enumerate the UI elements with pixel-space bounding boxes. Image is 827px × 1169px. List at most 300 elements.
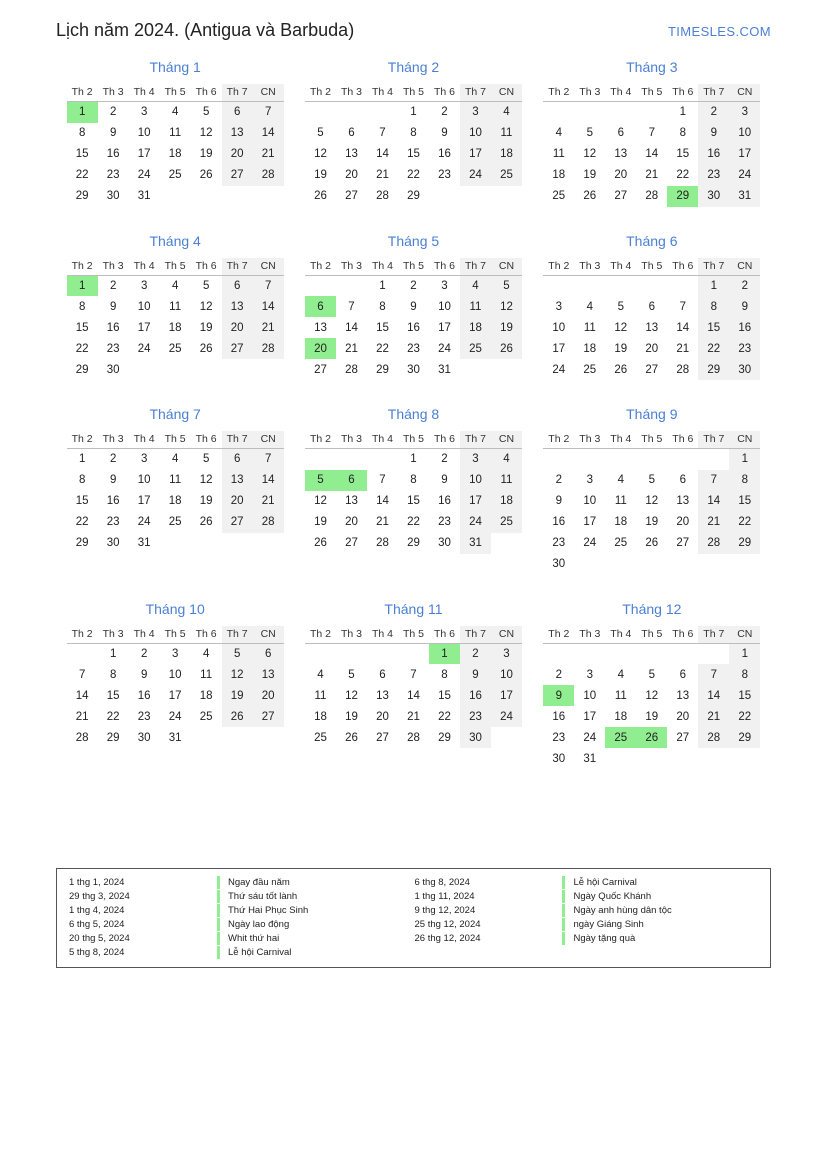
day-cell[interactable]: 8 — [78, 300, 86, 313]
day-cell[interactable]: 11 — [614, 689, 627, 702]
day-cell[interactable]: 13 — [376, 689, 389, 702]
day-cell[interactable]: 18 — [199, 689, 213, 702]
day-cell[interactable]: 9 — [698, 123, 729, 144]
day-cell[interactable]: 3 — [140, 279, 148, 292]
day-cell[interactable]: 12 — [645, 689, 659, 702]
day-cell[interactable]: 12 — [199, 300, 213, 313]
day-cell[interactable]: 24 — [729, 165, 760, 186]
day-cell[interactable]: 28 — [676, 363, 690, 376]
day-cell[interactable]: 6 — [379, 668, 386, 681]
day-cell[interactable]: 23 — [552, 731, 566, 744]
day-cell[interactable]: 23 — [729, 338, 760, 359]
day-cell[interactable]: 15 — [676, 148, 690, 160]
day-cell[interactable]: 5 — [648, 668, 656, 681]
day-cell[interactable]: 14 — [345, 321, 358, 334]
day-cell[interactable]: 17 — [583, 516, 597, 528]
day-cell-holiday[interactable]: 6 — [336, 470, 367, 491]
day-cell[interactable]: 17 — [491, 685, 522, 706]
day-cell[interactable]: 21 — [376, 169, 389, 181]
day-cell[interactable]: 8 — [729, 470, 760, 491]
day-cell[interactable]: 14 — [698, 491, 729, 512]
day-cell[interactable]: 30 — [106, 190, 120, 202]
day-cell-holiday[interactable]: 29 — [667, 186, 698, 207]
day-cell[interactable]: 4 — [555, 127, 563, 139]
day-cell[interactable]: 7 — [648, 127, 656, 139]
day-cell[interactable]: 20 — [222, 317, 253, 338]
day-cell[interactable]: 13 — [314, 321, 327, 334]
day-cell[interactable]: 5 — [202, 106, 210, 119]
day-cell[interactable]: 15 — [407, 148, 420, 160]
day-cell[interactable]: 4 — [171, 453, 179, 466]
day-cell[interactable]: 21 — [676, 342, 690, 355]
day-cell[interactable]: 13 — [676, 689, 690, 702]
day-cell[interactable]: 18 — [168, 148, 182, 160]
day-cell[interactable]: 26 — [614, 363, 628, 376]
day-cell[interactable]: 3 — [555, 300, 563, 313]
day-cell[interactable]: 29 — [698, 359, 729, 380]
day-cell[interactable]: 25 — [614, 537, 628, 549]
day-cell[interactable]: 31 — [729, 186, 760, 207]
day-cell[interactable]: 8 — [729, 664, 760, 685]
day-cell[interactable]: 2 — [555, 474, 563, 486]
day-cell[interactable]: 8 — [109, 668, 117, 681]
day-cell[interactable]: 23 — [698, 165, 729, 186]
day-cell[interactable]: 5 — [348, 668, 355, 681]
day-cell[interactable]: 4 — [617, 668, 625, 681]
day-cell[interactable]: 8 — [410, 127, 417, 139]
site-brand[interactable]: TIMESLES.COM — [667, 24, 771, 39]
day-cell[interactable]: 10 — [168, 668, 182, 681]
day-cell[interactable]: 23 — [106, 516, 120, 528]
day-cell[interactable]: 1 — [109, 647, 117, 660]
day-cell[interactable]: 9 — [109, 127, 117, 139]
day-cell[interactable]: 4 — [491, 102, 522, 123]
day-cell[interactable]: 8 — [679, 127, 687, 139]
day-cell[interactable]: 1 — [698, 275, 729, 296]
day-cell-holiday[interactable]: 1 — [67, 275, 98, 296]
day-cell-holiday[interactable]: 5 — [305, 470, 336, 491]
day-cell[interactable]: 29 — [438, 731, 451, 744]
day-cell[interactable]: 2 — [109, 279, 117, 292]
day-cell[interactable]: 17 — [460, 491, 491, 512]
day-cell[interactable]: 27 — [222, 512, 253, 533]
day-cell[interactable]: 21 — [75, 710, 89, 723]
day-cell[interactable]: 4 — [202, 647, 210, 660]
day-cell[interactable]: 15 — [407, 495, 420, 507]
day-cell[interactable]: 27 — [314, 363, 327, 376]
day-cell[interactable]: 17 — [729, 144, 760, 165]
day-cell[interactable]: 26 — [199, 516, 213, 528]
day-cell[interactable]: 21 — [253, 491, 284, 512]
day-cell[interactable]: 25 — [199, 710, 213, 723]
day-cell[interactable]: 20 — [645, 342, 659, 355]
day-cell[interactable]: 13 — [222, 296, 253, 317]
day-cell[interactable]: 24 — [438, 342, 451, 355]
day-cell[interactable]: 1 — [410, 106, 417, 119]
day-cell[interactable]: 19 — [645, 710, 659, 723]
day-cell[interactable]: 22 — [407, 169, 420, 181]
day-cell[interactable]: 8 — [78, 474, 86, 486]
day-cell[interactable]: 2 — [555, 668, 563, 681]
day-cell[interactable]: 27 — [645, 363, 659, 376]
day-cell[interactable]: 10 — [729, 123, 760, 144]
day-cell[interactable]: 24 — [137, 169, 151, 181]
day-cell[interactable]: 22 — [729, 512, 760, 533]
day-cell[interactable]: 10 — [460, 470, 491, 491]
day-cell[interactable]: 26 — [583, 190, 597, 202]
day-cell[interactable]: 13 — [614, 148, 628, 160]
day-cell[interactable]: 13 — [645, 321, 659, 334]
day-cell[interactable]: 11 — [491, 470, 522, 491]
day-cell[interactable]: 4 — [317, 668, 324, 681]
day-cell[interactable]: 7 — [253, 275, 284, 296]
day-cell[interactable]: 3 — [729, 102, 760, 123]
day-cell[interactable]: 3 — [441, 279, 448, 292]
day-cell[interactable]: 16 — [438, 148, 451, 160]
day-cell[interactable]: 16 — [106, 148, 120, 160]
day-cell-holiday[interactable]: 26 — [636, 727, 667, 748]
day-cell[interactable]: 10 — [438, 300, 451, 313]
day-cell[interactable]: 19 — [614, 342, 628, 355]
day-cell[interactable]: 10 — [583, 689, 597, 702]
day-cell[interactable]: 2 — [140, 647, 148, 660]
day-cell[interactable]: 20 — [345, 516, 358, 528]
day-cell[interactable]: 25 — [552, 190, 566, 202]
day-cell[interactable]: 19 — [199, 321, 213, 334]
day-cell[interactable]: 14 — [645, 148, 659, 160]
day-cell[interactable]: 18 — [583, 342, 597, 355]
day-cell[interactable]: 7 — [78, 668, 86, 681]
day-cell[interactable]: 17 — [583, 710, 597, 723]
day-cell[interactable]: 3 — [586, 668, 594, 681]
day-cell[interactable]: 27 — [345, 537, 358, 549]
day-cell[interactable]: 12 — [345, 689, 358, 702]
day-cell[interactable]: 1 — [729, 643, 760, 664]
day-cell[interactable]: 6 — [253, 643, 284, 664]
day-cell[interactable]: 28 — [698, 727, 729, 748]
day-cell[interactable]: 23 — [407, 342, 420, 355]
day-cell[interactable]: 20 — [614, 169, 628, 181]
day-cell[interactable]: 11 — [614, 495, 627, 507]
day-cell[interactable]: 19 — [314, 169, 327, 181]
day-cell[interactable]: 14 — [253, 296, 284, 317]
day-cell[interactable]: 7 — [253, 449, 284, 470]
day-cell[interactable]: 7 — [698, 664, 729, 685]
day-cell[interactable]: 22 — [676, 169, 690, 181]
day-cell[interactable]: 9 — [140, 668, 148, 681]
day-cell[interactable]: 29 — [729, 727, 760, 748]
day-cell[interactable]: 10 — [460, 123, 491, 144]
day-cell[interactable]: 26 — [314, 537, 327, 549]
day-cell[interactable]: 26 — [314, 190, 327, 202]
day-cell[interactable]: 17 — [460, 144, 491, 165]
day-cell-holiday[interactable]: 9 — [543, 685, 574, 706]
day-cell[interactable]: 17 — [438, 321, 451, 334]
day-cell[interactable]: 10 — [552, 321, 566, 334]
day-cell[interactable]: 18 — [314, 710, 327, 723]
day-cell[interactable]: 19 — [199, 495, 213, 507]
day-cell[interactable]: 24 — [460, 512, 491, 533]
day-cell[interactable]: 14 — [253, 123, 284, 144]
day-cell[interactable]: 13 — [222, 123, 253, 144]
day-cell[interactable]: 1 — [410, 453, 417, 466]
day-cell[interactable]: 24 — [491, 706, 522, 727]
day-cell[interactable]: 17 — [168, 689, 182, 702]
day-cell[interactable]: 5 — [648, 474, 656, 486]
day-cell[interactable]: 9 — [729, 296, 760, 317]
day-cell[interactable]: 1 — [379, 279, 386, 292]
day-cell[interactable]: 14 — [376, 495, 389, 507]
day-cell[interactable]: 24 — [137, 342, 151, 355]
day-cell[interactable]: 16 — [552, 516, 566, 528]
day-cell[interactable]: 13 — [676, 495, 690, 507]
day-cell[interactable]: 25 — [491, 512, 522, 533]
day-cell-holiday[interactable]: 25 — [605, 727, 636, 748]
day-cell[interactable]: 21 — [698, 706, 729, 727]
day-cell[interactable]: 16 — [106, 321, 120, 334]
day-cell[interactable]: 9 — [555, 495, 563, 507]
day-cell[interactable]: 28 — [407, 731, 420, 744]
day-cell[interactable]: 20 — [253, 685, 284, 706]
day-cell[interactable]: 19 — [314, 516, 327, 528]
day-cell[interactable]: 26 — [199, 169, 213, 181]
day-cell[interactable]: 11 — [552, 148, 565, 160]
day-cell[interactable]: 4 — [617, 474, 625, 486]
day-cell[interactable]: 21 — [645, 169, 659, 181]
day-cell[interactable]: 11 — [491, 123, 522, 144]
day-cell[interactable]: 31 — [460, 533, 491, 554]
day-cell[interactable]: 11 — [200, 668, 213, 681]
day-cell[interactable]: 14 — [676, 321, 690, 334]
day-cell[interactable]: 23 — [137, 710, 151, 723]
day-cell[interactable]: 3 — [460, 449, 491, 470]
day-cell[interactable]: 30 — [106, 537, 120, 549]
day-cell[interactable]: 20 — [222, 144, 253, 165]
day-cell[interactable]: 15 — [438, 689, 451, 702]
day-cell[interactable]: 24 — [460, 165, 491, 186]
day-cell[interactable]: 22 — [729, 706, 760, 727]
day-cell[interactable]: 21 — [253, 317, 284, 338]
day-cell[interactable]: 1 — [679, 106, 687, 119]
day-cell[interactable]: 30 — [407, 363, 420, 376]
day-cell[interactable]: 14 — [376, 148, 389, 160]
day-cell[interactable]: 15 — [106, 689, 120, 702]
day-cell[interactable]: 4 — [491, 449, 522, 470]
day-cell[interactable]: 9 — [410, 300, 417, 313]
day-cell[interactable]: 16 — [106, 495, 120, 507]
day-cell[interactable]: 30 — [460, 727, 491, 748]
day-cell[interactable]: 12 — [314, 148, 327, 160]
day-cell[interactable]: 6 — [348, 127, 355, 139]
day-cell-holiday[interactable]: 1 — [429, 643, 460, 664]
day-cell[interactable]: 18 — [168, 495, 182, 507]
day-cell[interactable]: 18 — [168, 321, 182, 334]
day-cell[interactable]: 17 — [137, 148, 151, 160]
day-cell[interactable]: 13 — [253, 664, 284, 685]
day-cell[interactable]: 28 — [253, 165, 284, 186]
day-cell[interactable]: 22 — [75, 516, 89, 528]
day-cell-holiday[interactable]: 1 — [67, 102, 98, 123]
day-cell[interactable]: 11 — [583, 321, 596, 334]
day-cell[interactable]: 19 — [222, 685, 253, 706]
day-cell[interactable]: 11 — [169, 300, 182, 313]
day-cell[interactable]: 20 — [376, 710, 389, 723]
day-cell[interactable]: 6 — [222, 102, 253, 123]
day-cell[interactable]: 7 — [379, 474, 386, 486]
day-cell[interactable]: 1 — [729, 449, 760, 470]
day-cell[interactable]: 27 — [253, 706, 284, 727]
day-cell[interactable]: 1 — [78, 453, 86, 466]
day-cell[interactable]: 7 — [679, 300, 687, 313]
day-cell[interactable]: 25 — [583, 363, 597, 376]
day-cell[interactable]: 3 — [586, 474, 594, 486]
day-cell[interactable]: 2 — [698, 102, 729, 123]
day-cell[interactable]: 24 — [552, 363, 566, 376]
day-cell[interactable]: 3 — [171, 647, 179, 660]
day-cell[interactable]: 7 — [379, 127, 386, 139]
day-cell[interactable]: 19 — [583, 169, 597, 181]
day-cell[interactable]: 18 — [460, 317, 491, 338]
day-cell[interactable]: 14 — [253, 470, 284, 491]
day-cell[interactable]: 30 — [729, 359, 760, 380]
day-cell[interactable]: 5 — [617, 300, 625, 313]
day-cell[interactable]: 29 — [75, 537, 89, 549]
day-cell[interactable]: 28 — [253, 512, 284, 533]
day-cell[interactable]: 28 — [345, 363, 358, 376]
day-cell[interactable]: 10 — [583, 495, 597, 507]
day-cell[interactable]: 20 — [676, 710, 690, 723]
day-cell[interactable]: 29 — [75, 190, 89, 202]
day-cell[interactable]: 25 — [168, 516, 182, 528]
day-cell[interactable]: 31 — [137, 190, 151, 202]
day-cell[interactable]: 25 — [168, 342, 182, 355]
day-cell[interactable]: 14 — [407, 689, 420, 702]
day-cell[interactable]: 8 — [441, 668, 448, 681]
day-cell[interactable]: 19 — [645, 516, 659, 528]
day-cell[interactable]: 27 — [614, 190, 628, 202]
day-cell[interactable]: 30 — [552, 558, 566, 570]
day-cell[interactable]: 4 — [171, 279, 179, 292]
day-cell[interactable]: 23 — [106, 342, 120, 355]
day-cell[interactable]: 5 — [586, 127, 594, 139]
day-cell[interactable]: 15 — [75, 321, 89, 334]
day-cell[interactable]: 25 — [460, 338, 491, 359]
day-cell[interactable]: 3 — [140, 106, 148, 119]
day-cell[interactable]: 29 — [106, 731, 120, 744]
day-cell[interactable]: 25 — [314, 731, 327, 744]
day-cell[interactable]: 21 — [345, 342, 358, 355]
day-cell[interactable]: 31 — [583, 752, 597, 765]
day-cell[interactable]: 2 — [109, 453, 117, 466]
day-cell[interactable]: 18 — [491, 491, 522, 512]
day-cell[interactable]: 12 — [199, 474, 213, 486]
day-cell[interactable]: 22 — [75, 342, 89, 355]
day-cell[interactable]: 13 — [222, 470, 253, 491]
day-cell[interactable]: 29 — [407, 537, 420, 549]
day-cell[interactable]: 24 — [168, 710, 182, 723]
day-cell[interactable]: 30 — [438, 537, 451, 549]
day-cell[interactable]: 28 — [376, 190, 389, 202]
day-cell[interactable]: 31 — [137, 537, 151, 549]
day-cell[interactable]: 21 — [253, 144, 284, 165]
day-cell[interactable]: 17 — [137, 321, 151, 334]
day-cell[interactable]: 9 — [441, 474, 448, 486]
day-cell[interactable]: 20 — [676, 516, 690, 528]
day-cell[interactable]: 28 — [645, 190, 659, 202]
day-cell[interactable]: 12 — [614, 321, 628, 334]
day-cell[interactable]: 6 — [679, 474, 687, 486]
day-cell[interactable]: 6 — [222, 449, 253, 470]
day-cell[interactable]: 13 — [345, 148, 358, 160]
day-cell[interactable]: 5 — [202, 279, 210, 292]
day-cell[interactable]: 12 — [645, 495, 659, 507]
day-cell[interactable]: 11 — [169, 474, 182, 486]
day-cell[interactable]: 16 — [438, 495, 451, 507]
day-cell[interactable]: 8 — [410, 474, 417, 486]
day-cell[interactable]: 26 — [645, 537, 659, 549]
day-cell[interactable]: 2 — [729, 275, 760, 296]
day-cell[interactable]: 31 — [168, 731, 182, 744]
day-cell[interactable]: 9 — [109, 300, 117, 313]
day-cell[interactable]: 26 — [199, 342, 213, 355]
day-cell[interactable]: 16 — [729, 317, 760, 338]
day-cell[interactable]: 4 — [171, 106, 179, 119]
day-cell[interactable]: 16 — [137, 689, 151, 702]
day-cell[interactable]: 5 — [491, 275, 522, 296]
day-cell[interactable]: 27 — [222, 338, 253, 359]
day-cell[interactable]: 24 — [583, 731, 597, 744]
day-cell[interactable]: 28 — [376, 537, 389, 549]
day-cell[interactable]: 30 — [698, 186, 729, 207]
day-cell[interactable]: 10 — [491, 664, 522, 685]
day-cell[interactable]: 16 — [460, 685, 491, 706]
day-cell[interactable]: 14 — [698, 685, 729, 706]
day-cell[interactable]: 30 — [552, 752, 566, 765]
day-cell[interactable]: 27 — [676, 537, 690, 549]
day-cell[interactable]: 27 — [376, 731, 389, 744]
day-cell[interactable]: 16 — [552, 710, 566, 723]
day-cell[interactable]: 8 — [78, 127, 86, 139]
day-cell[interactable]: 13 — [345, 495, 358, 507]
day-cell[interactable]: 18 — [552, 169, 566, 181]
day-cell[interactable]: 19 — [199, 148, 213, 160]
day-cell[interactable]: 18 — [614, 710, 628, 723]
day-cell[interactable]: 20 — [222, 491, 253, 512]
day-cell[interactable]: 26 — [222, 706, 253, 727]
day-cell[interactable]: 22 — [698, 338, 729, 359]
day-cell[interactable]: 5 — [222, 643, 253, 664]
day-cell[interactable]: 29 — [407, 190, 420, 202]
day-cell[interactable]: 15 — [698, 317, 729, 338]
day-cell[interactable]: 19 — [491, 317, 522, 338]
day-cell[interactable]: 2 — [109, 106, 117, 119]
day-cell[interactable]: 7 — [410, 668, 417, 681]
day-cell[interactable]: 8 — [698, 296, 729, 317]
day-cell-holiday[interactable]: 20 — [305, 338, 336, 359]
day-cell[interactable]: 2 — [410, 279, 417, 292]
day-cell[interactable]: 11 — [460, 296, 491, 317]
day-cell[interactable]: 18 — [614, 516, 628, 528]
day-cell[interactable]: 23 — [460, 706, 491, 727]
day-cell[interactable]: 12 — [491, 296, 522, 317]
day-cell[interactable]: 15 — [729, 685, 760, 706]
day-cell[interactable]: 30 — [137, 731, 151, 744]
day-cell[interactable]: 9 — [460, 664, 491, 685]
day-cell[interactable]: 21 — [407, 710, 420, 723]
day-cell[interactable]: 9 — [109, 474, 117, 486]
day-cell[interactable]: 2 — [441, 453, 448, 466]
day-cell-holiday[interactable]: 6 — [305, 296, 336, 317]
